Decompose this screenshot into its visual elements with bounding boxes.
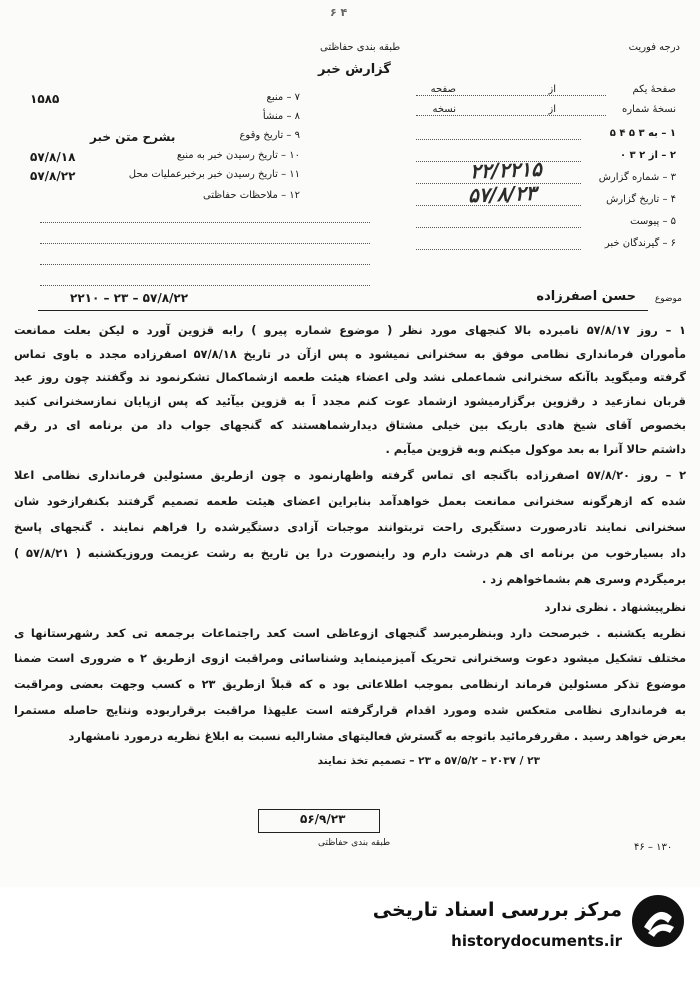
- field-dotted-line: [30, 103, 240, 104]
- body-line: بعرض خواهد رسید . مقررفرمائید باتوجه به گسترش فعالیتهای مشارالیه نسبت به ابلاغ نظریه درمورد نامشهارد: [68, 729, 686, 743]
- right-field-label: ۴ – تاریخ گزارش: [606, 194, 676, 205]
- field-dotted-line: [416, 115, 606, 116]
- archive-logo-icon: [630, 893, 686, 949]
- body-line: مأموران فرمانداری نظامی موفق به سخنرانی نمیشود ه پس ازآن در تاریخ ۵۷/۸/۱۸ اصفرزاده مجدد ه باوی تماس: [14, 347, 686, 361]
- subject-value: حسن اصفرزاده: [536, 289, 636, 304]
- right-field-label: ۱ – به ۳ ۵ ۴ ۵: [609, 128, 676, 139]
- right-field-label: نسخهٔ شماره: [622, 104, 676, 115]
- right-field-row: [416, 128, 676, 139]
- right-field-row: [416, 172, 676, 183]
- dotted-line: [40, 285, 370, 286]
- left-field-row: [30, 169, 300, 183]
- right-field-end: صفحه: [430, 84, 456, 95]
- body-line: ۱ – روز ۵۷/۸/۱۷ نامبرده بالا کنجهای مورد نظر ( موضوع شماره پیرو ) رابه قزوین آورد ه لیکن بعلت ممانعت: [14, 323, 686, 337]
- dotted-line: [40, 222, 370, 223]
- footer-url: historydocuments.ir: [451, 932, 622, 950]
- left-field-value: ۵۷/۸/۲۲: [30, 169, 76, 183]
- left-field-row: [30, 190, 300, 201]
- body-line: به فرمانداری نظامی متعکس شده ومورد اقدام قرارگرفته است علیهذا مراقبت برقراربوده ونتایج حاصله مستمرا: [14, 703, 686, 717]
- left-field-block: [30, 92, 300, 212]
- body-line: موضوع تذکر مسئولین فرماند ارنظامی بموجب اطلاعاتی بود ه که قبلاً ازطریق ۲۳ ه کسب وجهت بعضی ومراقبت: [14, 677, 686, 691]
- field-dotted-line: [416, 139, 581, 140]
- field-dotted-line: [416, 227, 581, 228]
- right-field-row: [416, 84, 676, 95]
- left-field-label: ۱۱ – تاریخ رسیدن خبر برخبرعملیات محل: [128, 169, 300, 180]
- body-line: ۲۳ / ۲۰۳۷ – ۵۷/۵/۲ ه ۲۳ – تصمیم تخذ نمایند: [317, 755, 540, 767]
- body-line: نظرپیشنهاد . نظری ندارد: [544, 600, 686, 614]
- body-line: قربان نمازعید د رقزوین برگزارمیشود ازشماد عوت کنم مجدد اً به قزوین بیآئید که پس ازپایان نمازسخنرانی کنید: [14, 394, 686, 408]
- footer-watermark: [0, 887, 700, 987]
- left-field-label: ۱۰ – تاریخ رسیدن خبر به منبع: [176, 150, 300, 161]
- left-field-row: [30, 111, 300, 122]
- left-field-label: ۷ – منبع: [266, 92, 300, 103]
- right-field-label: ۵ – پیوست: [630, 216, 676, 227]
- right-field-label: ۳ – شماره گزارش: [598, 172, 676, 183]
- left-field-value: بشرح متن خبر: [90, 130, 176, 144]
- right-field-row: [416, 194, 676, 205]
- body-line: داد بسیارخوب من برنامه ای هم درشت دارم ود راینصورت درا ین تاریخ به رشت عزیمت وروزیکشنبه ( ۵۷/۸/۲۱ ): [14, 546, 686, 560]
- bottom-classification: طبقه بندی حفاظتی: [318, 838, 391, 848]
- body-line: ۲ – روز ۵۷/۸/۲۰ اصفرزاده باگنجه ای تماس گرفته واظهارنمود ه چون ازطریق مسئولین فرمانداری نظامی اعلا: [14, 468, 686, 482]
- left-field-row: [30, 92, 300, 106]
- field-dotted-line: [30, 201, 150, 202]
- form-code: ۱۳۰ – ۴۶: [634, 842, 673, 853]
- body-line: برمیگردم وسری هم بشماخواهم زد .: [481, 572, 686, 586]
- field-dotted-line: [416, 95, 606, 96]
- right-field-mid: از: [548, 104, 556, 115]
- right-field-label: ۲ – از ۲ ۳ ۰: [619, 150, 676, 161]
- right-field-label: ۶ – گیرندگان خبر: [604, 238, 676, 249]
- body-line: مختلف تشکیل میشود دعوت وسخنرانی تحریک آمیزمینماید وشناسائی ومراقبت ازوی ازطریق ۲ ه ضروری است ضمنا: [14, 651, 686, 665]
- left-field-label: ۸ – منشأ: [262, 111, 300, 122]
- right-field-row: [416, 104, 676, 115]
- top-scribble: ۶ ۴: [330, 6, 348, 19]
- left-field-row: [30, 150, 300, 164]
- field-dotted-line: [30, 122, 240, 123]
- form-title: گزارش خبر: [318, 62, 391, 77]
- classification-label: طبقه بندی حفاظتی: [320, 42, 401, 53]
- left-field-value: ۵۷/۸/۱۸: [30, 150, 76, 164]
- body-line: بخصوص آقای شیخ هادی باریک بین خیلی مشتاق دیدارشماهستند که گنجهای جواب داد من برنامه ای در رقم: [14, 418, 686, 432]
- right-field-mid: از: [548, 84, 556, 95]
- priority-label: درجه فوریت: [628, 42, 680, 53]
- subject-reference: ۵۷/۸/۲۲ – ۲۳ – ۲۲۱۰: [70, 291, 189, 305]
- right-field-block: [416, 84, 676, 254]
- right-field-label: صفحهٔ یکم: [632, 84, 676, 95]
- footer-org-name: مرکز بررسی اسناد تاریخی: [372, 899, 622, 921]
- body-line: نظریه یکشنبه . خبرصحت دارد وبنظرمیرسد گنجهای ازوعاظی است کعد راجتماعات برجمعه تی کعد رشهرستانها ی: [14, 626, 686, 640]
- right-field-row: [416, 216, 676, 227]
- subject-label: موضوع: [654, 294, 682, 304]
- dotted-line: [40, 264, 370, 265]
- left-field-label: ۱۲ – ملاحظات حفاظتی: [202, 190, 300, 201]
- subject-underline: [38, 310, 648, 311]
- body-line: گرفته ومیگوید باآنکه سخنرانی شماعملی نشد ولی اعضاء هیئت طعمه ازشماکمال تشکرنمود ند وگفتند چون روز عید: [14, 370, 686, 384]
- body-line: داشتم حالا آنرا به بعد موکول میکنم وبه قزوین میآیم .: [385, 442, 686, 456]
- handwritten-report-date: ۵۷/۸/۲۳: [467, 180, 537, 208]
- right-field-end: نسخه: [432, 104, 456, 115]
- body-line: شده که ازهرگونه سخنرانی ممانعت بعمل خواهدآمد بنابراین اعضای هیئت طعمه تصمیم گرفتند بکنفرازخود شان: [14, 494, 686, 508]
- dotted-line: [40, 243, 370, 244]
- right-field-row: [416, 150, 676, 161]
- signature-scribble: ۵۶/۹/۲۳: [300, 812, 346, 826]
- left-field-value: ۱۵۸۵: [30, 92, 60, 106]
- body-line: سخنرانی نمایند تادرصورت دستگیری راحت تربتوانند موجبات آزادی دستگیرشده را فراهم نمایند . گنجهای پاسخ: [14, 520, 686, 534]
- right-field-row: [416, 238, 676, 249]
- handwritten-report-number: ۲۲/۲۲۱۵: [469, 156, 543, 184]
- field-dotted-line: [416, 249, 581, 250]
- left-field-label: ۹ – تاریخ وقوع: [239, 130, 300, 141]
- left-field-row: [30, 130, 300, 144]
